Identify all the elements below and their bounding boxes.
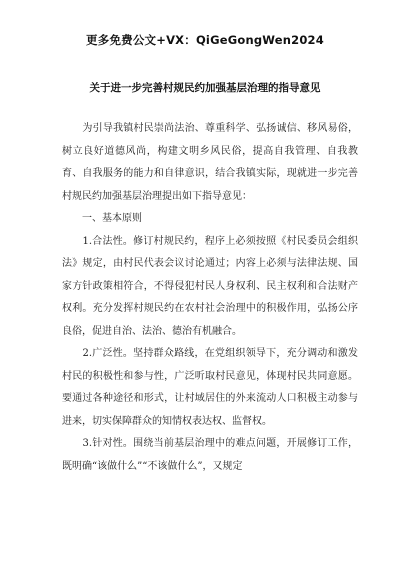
paragraph-pertinence: 3.针对性。围绕当前基层治理中的难点问题，开展修订工作，既明确“该做什么”“不该做什么”，又规定: [62, 438, 358, 472]
page-header-banner: 更多免费公文+VX：QiGeGongWen2024: [86, 33, 324, 47]
paragraph-breadth: 2.广泛性。坚持群众路线，在党组织领导下，充分调动和激发村民的积极性和参与性，广泛听取村民意见，体现村民共同意愿。要通过各种途径和形式，让村域居住的外来流动人口积极主动参与进来，切实保障群众的知情权表达权、监督权。: [62, 348, 358, 427]
section-heading-basic-principles: 一、基本原则: [62, 213, 142, 224]
document-title: 关于进一步完善村规民约加强基层治理的指导意见: [89, 82, 321, 94]
paragraph-legality: 1.合法性。修订村规民约，程序上必须按照《村民委员会组织法》规定，由村民代表会议讨论通过；内容上必须与法律法规、国家方针政策相符合，不得侵犯村民人身权利、民主权利和合法财产权利。充分发挥村规民约在农村社会治理中的积极作用，弘扬公序良俗，促进自治、法治、德治有机融合。: [62, 235, 358, 337]
document-body: [62, 118, 358, 478]
paragraph-intro: 为引导我镇村民崇尚法治、尊重科学、弘扬诚信、移风易俗，树立良好道德风尚，构建文明乡风民俗，提高自我管理、自我教育、自我服务的能力和自律意识，结合我镇实际，现就进一步完善村规民约加强基层治理提出如下指导意见：: [62, 123, 358, 202]
